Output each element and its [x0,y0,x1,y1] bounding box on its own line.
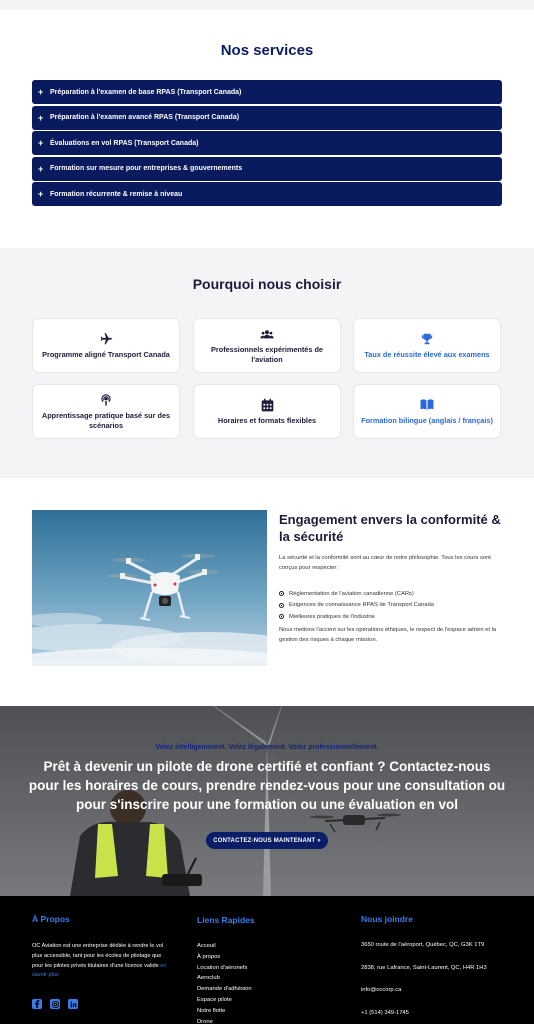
service-item[interactable] [32,157,502,181]
plane-icon [99,332,113,346]
footer-about-text [32,942,172,981]
top-strip [0,0,534,10]
feature-card [353,318,501,373]
address-saint-laurent: 2838, rue Lafrance, Saint-Laurent, QC, H4R 1H3 [361,964,487,971]
service-item[interactable] [32,106,502,130]
services-accordion [32,80,502,208]
footer-about-title: À Propos [32,914,70,924]
trophy-icon [420,332,434,346]
circle-dot-icon [279,591,284,596]
feature-label: Professionnels expérimentés de l'aviation [211,344,323,364]
book-icon [420,398,434,412]
service-item[interactable] [32,131,502,155]
footer-link-pilot-space[interactable]: Espace pilote [197,996,232,1003]
footer-links [197,915,255,1024]
feature-card [32,318,180,373]
contact-now-button[interactable]: CONTACTEZ-NOUS MAINTENANT » [206,832,328,849]
footer [0,896,534,1024]
service-label: Formation sur mesure pour entreprises & gouvernements [50,165,243,173]
address-quebec: 3650 route de l'aéroport, Québec, QC, G3K 1T9 [361,942,485,948]
feature-label: Taux de réussite élevé aux examens [364,349,490,359]
list-item [279,611,504,623]
cta-tagline: Volez intelligemment. Volez légalement. Volez professionnellement. [155,744,379,751]
users-icon [260,327,274,341]
list-item [279,600,504,612]
circle-dot-icon [279,614,284,619]
footer-about-body: OC Aviation est une entreprise dédiée à rendre le vol plus accessible, tant pour les écoles de pilotage que pour les pilotes privés titulaires d'une licence valide [32,943,164,969]
footer-link-about[interactable]: À propos [197,953,221,960]
footer-link-aircraft-rental[interactable]: Location d'aéronefs [197,964,248,971]
learn-more-link[interactable]: en savoir plus [32,962,167,979]
circle-dot-icon [279,603,284,608]
cta-headline: Prêt à devenir un pilote de drone certifié et confiant ? Contactez-nous pour les horaires de cours, prendre rendez-vous pour une consultation ou pour s'inscrire pour une formation ou une évaluation en vol [28,759,506,812]
feature-card [353,384,501,439]
podcast-icon [99,393,113,407]
feature-card [193,318,341,373]
feature-label: Programme aligné Transport Canada [42,349,170,359]
why-section [0,248,534,478]
footer-link-membership[interactable]: Demande d'adhésion [197,986,252,993]
feature-label: Apprentissage pratique basé sur des scénarios [41,410,171,430]
linkedin-icon[interactable] [68,999,78,1009]
why-title: Pourquoi nous choisir [192,276,342,292]
list-item-text: Réglementation de l'aviation canadienne (CARs) [289,590,414,597]
service-item[interactable] [32,80,502,104]
footer-link-fleet[interactable]: Notre flotte [197,1007,226,1014]
footer-about [32,914,172,981]
list-item [279,588,504,600]
calendar-icon [260,398,274,412]
contact-phone[interactable]: +1 (514) 349-1745 [361,1010,409,1017]
footer-link-aeroclub[interactable]: Aeroclub [197,975,220,982]
services-title: Nos services [220,42,314,59]
plus-icon: + [38,112,44,123]
service-label: Évaluations en vol RPAS (Transport Canada) [50,139,199,147]
engagement-section [0,478,534,706]
engagement-outro: Nous mettons l'accent sur les opérations éthiques, le respect de l'espace aérien et la gestion des risques à chaque mission. [279,627,497,643]
footer-link-drone[interactable]: Drone [197,1018,213,1024]
plus-icon: + [38,87,44,97]
drone-photo [32,510,267,666]
service-label: Préparation à l'examen de base RPAS (Transport Canada) [50,88,242,96]
footer-link-home[interactable]: Acceuil [197,943,216,949]
cta-banner [0,706,534,896]
list-item-text: Meilleures pratiques de l'industrie [289,613,375,620]
instagram-icon[interactable] [50,999,60,1009]
feature-card [32,384,180,439]
contact-email[interactable]: info@occorp.ca [361,987,402,994]
feature-label: Formation bilingue (anglais / français) [361,415,493,425]
plus-icon: + [38,138,44,149]
footer-contact-title: Nous joindre [361,914,413,924]
facebook-icon[interactable] [32,999,42,1009]
plus-icon: + [38,189,44,200]
services-section [0,10,534,248]
engagement-title: Engagement envers la conformité & la sécurité [279,512,501,544]
service-label: Formation récurrente & remise à niveau [50,190,183,198]
service-item[interactable] [32,182,502,206]
footer-contact [361,914,487,1024]
social-links [32,999,78,1009]
engagement-intro: La sécurité et la conformité sont au cœur de notre philosophie. Tous les cours sont conçus pour respecter : [279,555,491,571]
footer-links-title: Liens Rapides [197,915,255,925]
engagement-list [279,588,504,623]
plus-icon: + [38,163,44,174]
feature-label: Horaires et formats flexibles [217,415,317,425]
service-label: Préparation à l'examen avancé RPAS (Transport Canada) [50,114,240,122]
list-item-text: Exigences de connaissance RPAS de Transport Canada [289,602,434,609]
feature-card [193,384,341,439]
